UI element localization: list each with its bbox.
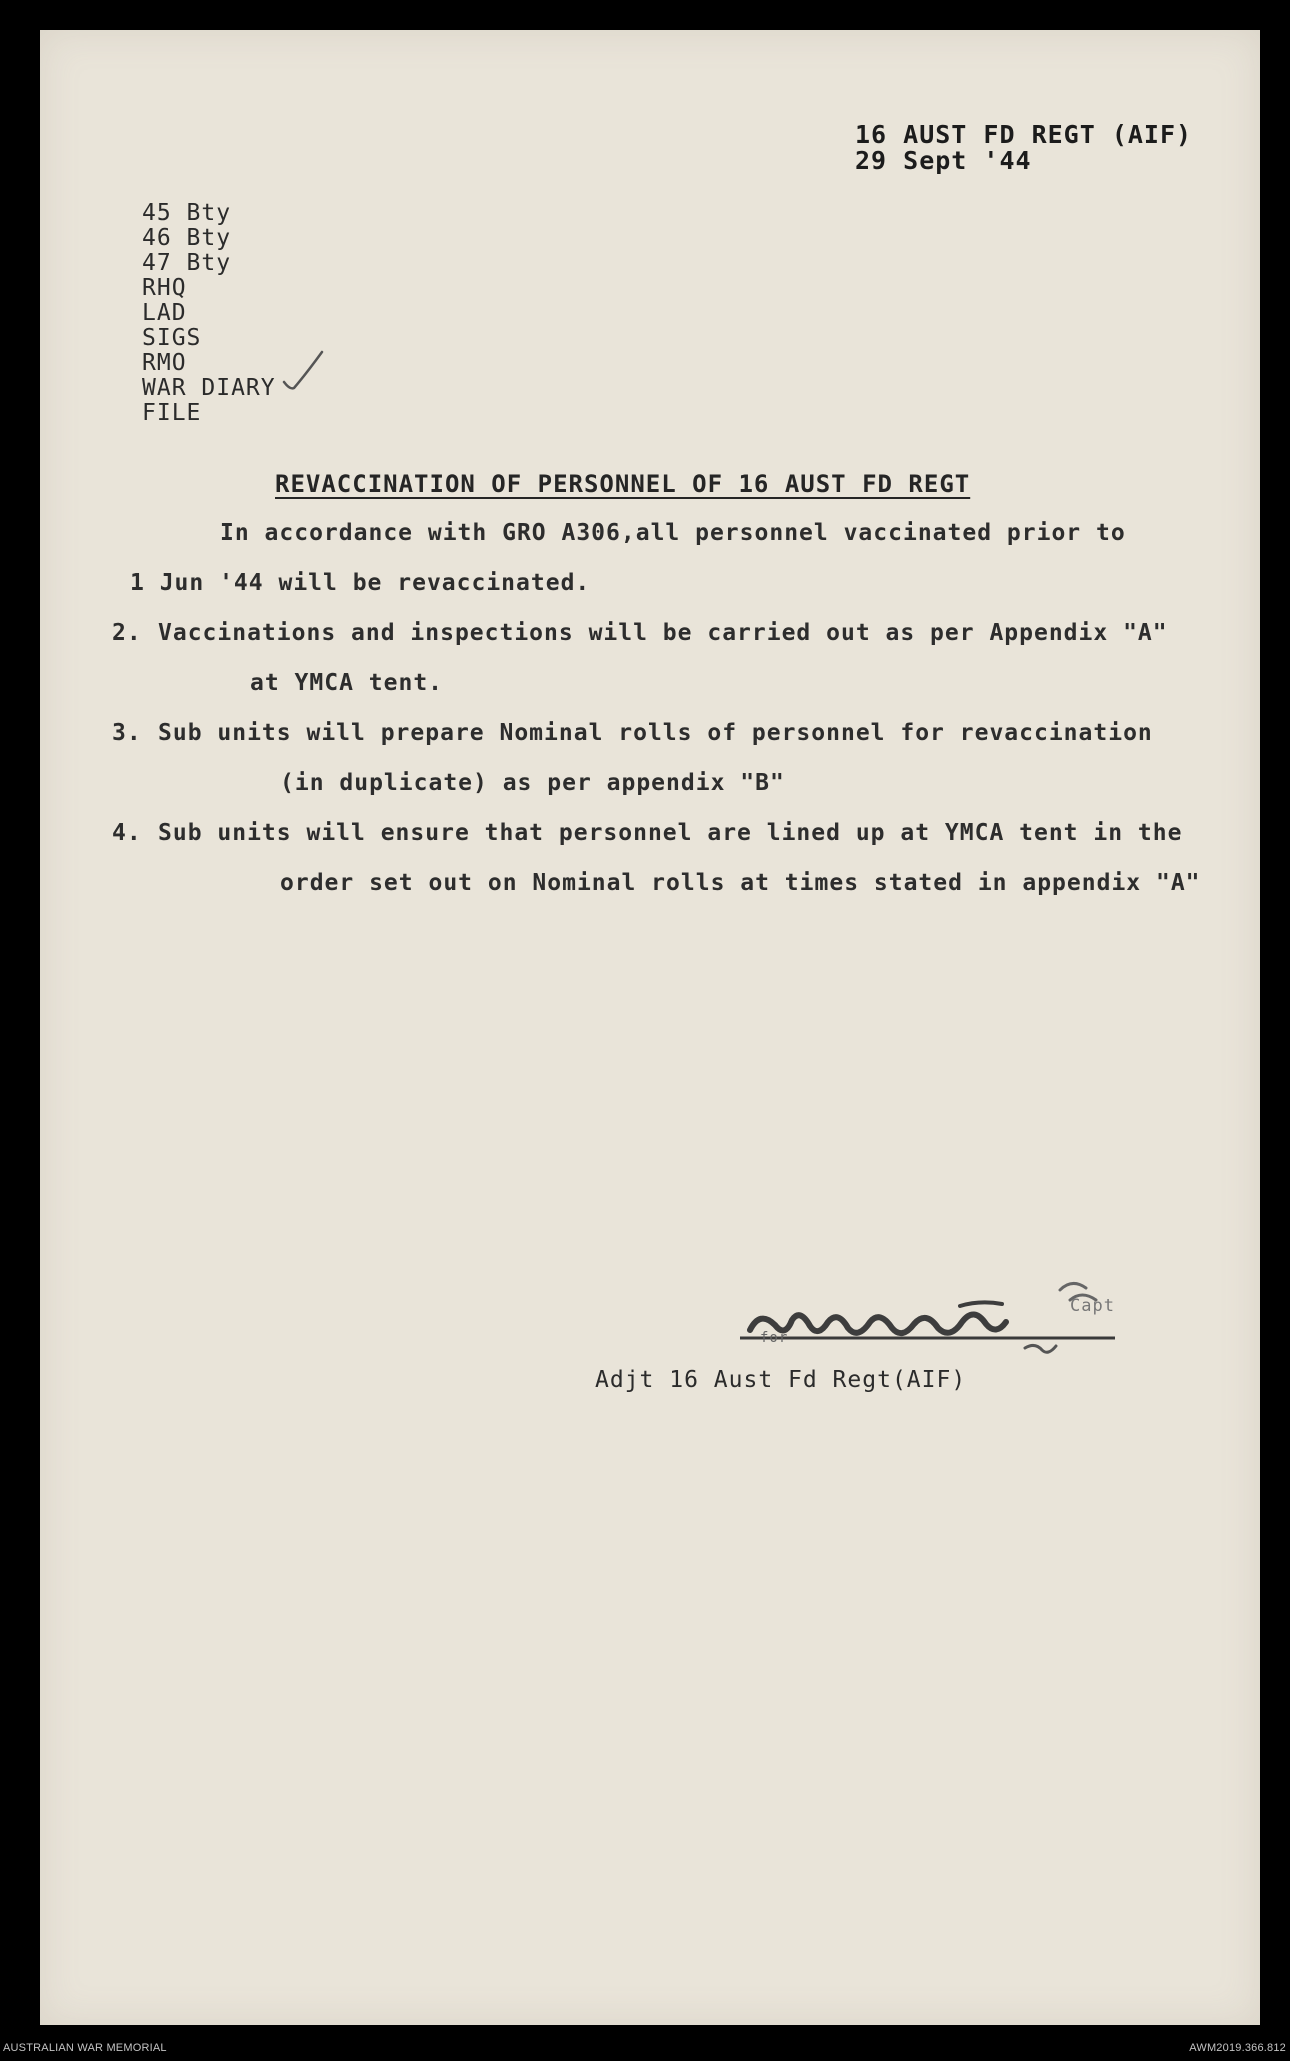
header-date: 29 Sept '44 [855,146,1032,175]
signature-for-note: for [760,1330,789,1346]
distribution-item: 47 Bty [142,250,232,276]
signature-title: Adjt 16 Aust Fd Regt(AIF) [595,1367,967,1393]
paragraph-4-line-2: order set out on Nominal rolls at times stated in appendix "A" [280,870,1201,896]
paragraph-4-line-1: Sub units will ensure that personnel are lined up at YMCA tent in the [158,820,1183,846]
distribution-item: WAR DIARY [142,375,276,401]
paragraph-3-line-2: (in duplicate) as per appendix "B" [280,770,785,796]
paragraph-2-number: 2. [112,620,142,646]
paragraph-3-line-1: Sub units will prepare Nominal rolls of personnel for revaccination [158,720,1153,746]
distribution-item: RHQ [142,275,187,301]
paragraph-1-line-1: In accordance with GRO A306,all personnel vaccinated prior to [220,520,1126,546]
distribution-item: FILE [142,400,202,426]
paragraph-3-number: 3. [112,720,142,746]
paragraph-4-number: 4. [112,820,142,846]
distribution-item: 46 Bty [142,225,232,251]
distribution-item: LAD [142,300,187,326]
distribution-item: SIGS [142,325,202,351]
paragraph-2-line-1: Vaccinations and inspections will be carried out as per Appendix "A" [158,620,1168,646]
distribution-item: 45 Bty [142,200,232,226]
footer-left: AUSTRALIAN WAR MEMORIAL [3,2042,167,2054]
checkmark-icon [280,350,330,400]
paragraph-2-line-2: at YMCA tent. [250,670,444,696]
subject-title: REVACCINATION OF PERSONNEL OF 16 AUST FD REGT [275,470,971,498]
document-page [40,30,1260,2025]
paragraph-1-line-2: 1 Jun '44 will be revaccinated. [130,570,591,596]
header-unit: 16 AUST FD REGT (AIF) [855,120,1193,149]
signature-rank: Capt [1070,1296,1115,1316]
distribution-item: RMO [142,350,187,376]
footer-right: AWM2019.366.812 [1189,2042,1286,2054]
